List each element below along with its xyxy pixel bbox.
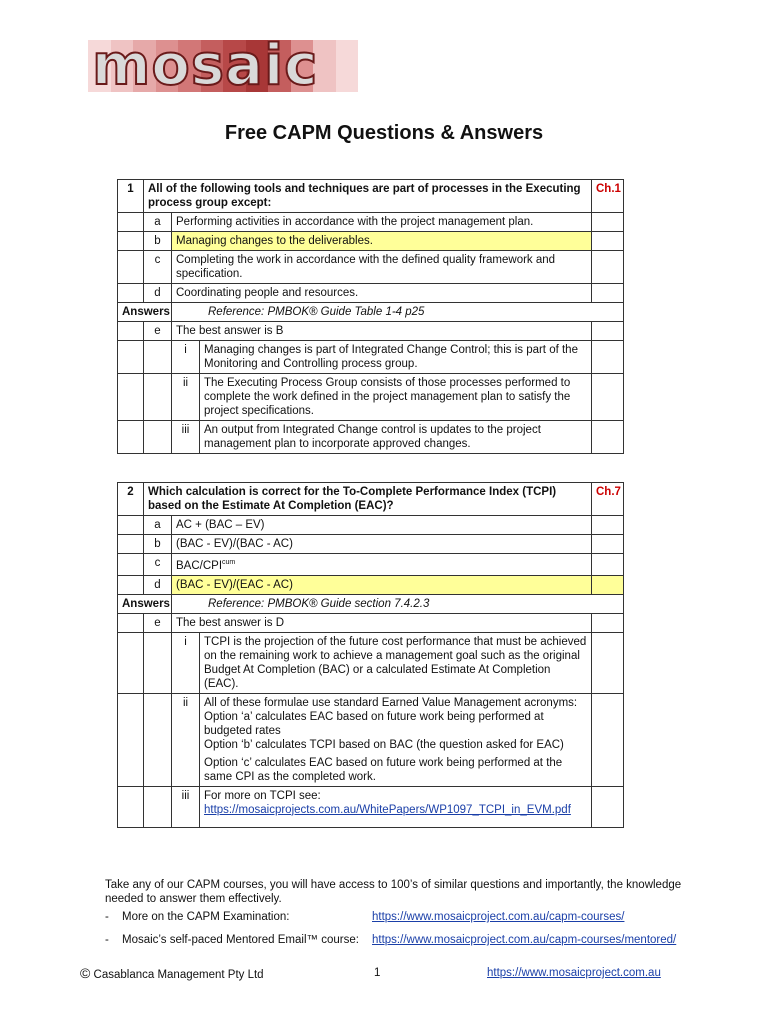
bullet: - <box>105 911 109 923</box>
reason-row-i <box>118 341 624 374</box>
question-text: All of the following tools and techniques are part of processes in the Executing process group except: <box>144 180 592 213</box>
capm-courses-link[interactable]: https://www.mosaicproject.com.au/capm-courses/ <box>372 911 625 923</box>
reason-line: All of these formulae use standard Earned Value Management acronyms: <box>204 696 578 709</box>
reason-line: Option ‘b’ calculates TCPI based on BAC (the question asked for EAC) <box>204 738 564 751</box>
reason-number: ii <box>172 693 200 786</box>
reason-row-iii <box>118 786 624 827</box>
reason-number: i <box>172 632 200 693</box>
reason-row-ii <box>118 374 624 421</box>
reason-number: ii <box>172 374 200 421</box>
reason-text: An output from Integrated Change control is updates to the project management plan to incorporate approved changes. <box>200 421 592 454</box>
option-row-c <box>118 554 624 576</box>
answers-label: Answers <box>118 303 172 322</box>
reason-line: Option ‘a’ calculates EAC based on future work being performed at budgeted rates <box>204 710 544 737</box>
formula-superscript: cum <box>222 559 236 566</box>
option-row-d <box>118 284 624 303</box>
question-number: 2 <box>118 483 144 516</box>
option-row-a <box>118 213 624 232</box>
option-letter: e <box>144 613 172 632</box>
option-letter: b <box>144 535 172 554</box>
reference-text: Reference: PMBOK® Guide section 7.4.2.3 <box>172 594 624 613</box>
reason-text <box>200 786 592 827</box>
option-row-a <box>118 516 624 535</box>
option-letter: d <box>144 575 172 594</box>
page-number: 1 <box>374 967 381 979</box>
answers-header-row <box>118 594 624 613</box>
reason-number: i <box>172 341 200 374</box>
option-text-highlighted: Managing changes to the deliverables. <box>172 232 592 251</box>
reference-text: Reference: PMBOK® Guide Table 1-4 p25 <box>172 303 624 322</box>
best-answer-row <box>118 613 624 632</box>
reason-row-i <box>118 632 624 693</box>
website-link[interactable]: https://www.mosaicproject.com.au <box>487 967 661 979</box>
option-letter: a <box>144 213 172 232</box>
reason-text <box>200 693 592 786</box>
mentored-course-link[interactable]: https://www.mosaicproject.com.au/capm-courses/mentored/ <box>372 934 677 946</box>
footer-item-capm <box>105 911 109 923</box>
option-letter: d <box>144 284 172 303</box>
chapter-tag: Ch.7 <box>592 483 624 516</box>
option-text-highlighted: (BAC - EV)/(EAC - AC) <box>172 575 592 594</box>
courses-intro: Take any of our CAPM courses, you will have access to 100’s of similar questions and importantly, the knowledge needed to answer them effectively. <box>105 879 682 905</box>
best-answer-text: The best answer is D <box>172 613 592 632</box>
option-letter: c <box>144 251 172 284</box>
copyright-symbol: © <box>80 965 91 981</box>
option-letter: e <box>144 322 172 341</box>
option-row-d <box>118 575 624 594</box>
logo-wordmark: mosaic <box>92 40 319 92</box>
reason-row-ii <box>118 693 624 786</box>
option-text <box>172 554 592 576</box>
copyright <box>80 965 264 981</box>
option-text: Performing activities in accordance with the project management plan. <box>172 213 592 232</box>
formula-base: BAC/CPI <box>176 559 223 572</box>
answers-label: Answers <box>118 594 172 613</box>
reason-number: iii <box>172 421 200 454</box>
option-letter: b <box>144 232 172 251</box>
option-row-c <box>118 251 624 284</box>
tcpi-whitepaper-link[interactable]: https://mosaicprojects.com.au/WhitePapers/WP1097_TCPI_in_EVM.pdf <box>204 803 571 816</box>
option-text: AC + (BAC – EV) <box>172 516 592 535</box>
question-number: 1 <box>118 180 144 213</box>
footer-item-label: Mosaic’s self-paced Mentored Email™ course: <box>122 934 359 946</box>
option-row-b <box>118 232 624 251</box>
best-answer-row <box>118 322 624 341</box>
question-row <box>118 483 624 516</box>
reason-line: For more on TCPI see: <box>204 789 321 802</box>
reason-text: Managing changes is part of Integrated Change Control; this is part of the Monitoring and Controlling process group. <box>200 341 592 374</box>
reason-line: Option ‘c’ calculates EAC based on future work being performed at the same CPI as the completed work. <box>204 756 563 783</box>
footer-item-mentored <box>105 934 109 946</box>
answers-header-row <box>118 303 624 322</box>
footer-item-label: More on the CAPM Examination: <box>122 911 290 923</box>
reason-number: iii <box>172 786 200 827</box>
option-text: (BAC - EV)/(BAC - AC) <box>172 535 592 554</box>
option-text: Coordinating people and resources. <box>172 284 592 303</box>
question-2-table <box>117 482 624 828</box>
best-answer-text: The best answer is B <box>172 322 592 341</box>
reason-row-iii <box>118 421 624 454</box>
bullet: - <box>105 934 109 946</box>
option-letter: c <box>144 554 172 576</box>
reason-text: The Executing Process Group consists of those processes performed to complete the work defined in the project management plan to satisfy the project specifications. <box>200 374 592 421</box>
reason-text: TCPI is the projection of the future cost performance that must be achieved on the remaining work to achieve a management goal such as the original Budget At Completion (BAC) or a calculated Estimate At Completion (EAC). <box>200 632 592 693</box>
question-text: Which calculation is correct for the To-Complete Performance Index (TCPI) based on the Estimate At Completion (EAC)? <box>144 483 592 516</box>
mosaic-logo <box>88 40 358 92</box>
question-1-table <box>117 179 624 454</box>
chapter-tag: Ch.1 <box>592 180 624 213</box>
page-title: Free CAPM Questions & Answers <box>224 122 544 144</box>
option-letter: a <box>144 516 172 535</box>
option-row-b <box>118 535 624 554</box>
option-text: Completing the work in accordance with the defined quality framework and specification. <box>172 251 592 284</box>
question-row <box>118 180 624 213</box>
copyright-text: Casablanca Management Pty Ltd <box>93 969 264 981</box>
